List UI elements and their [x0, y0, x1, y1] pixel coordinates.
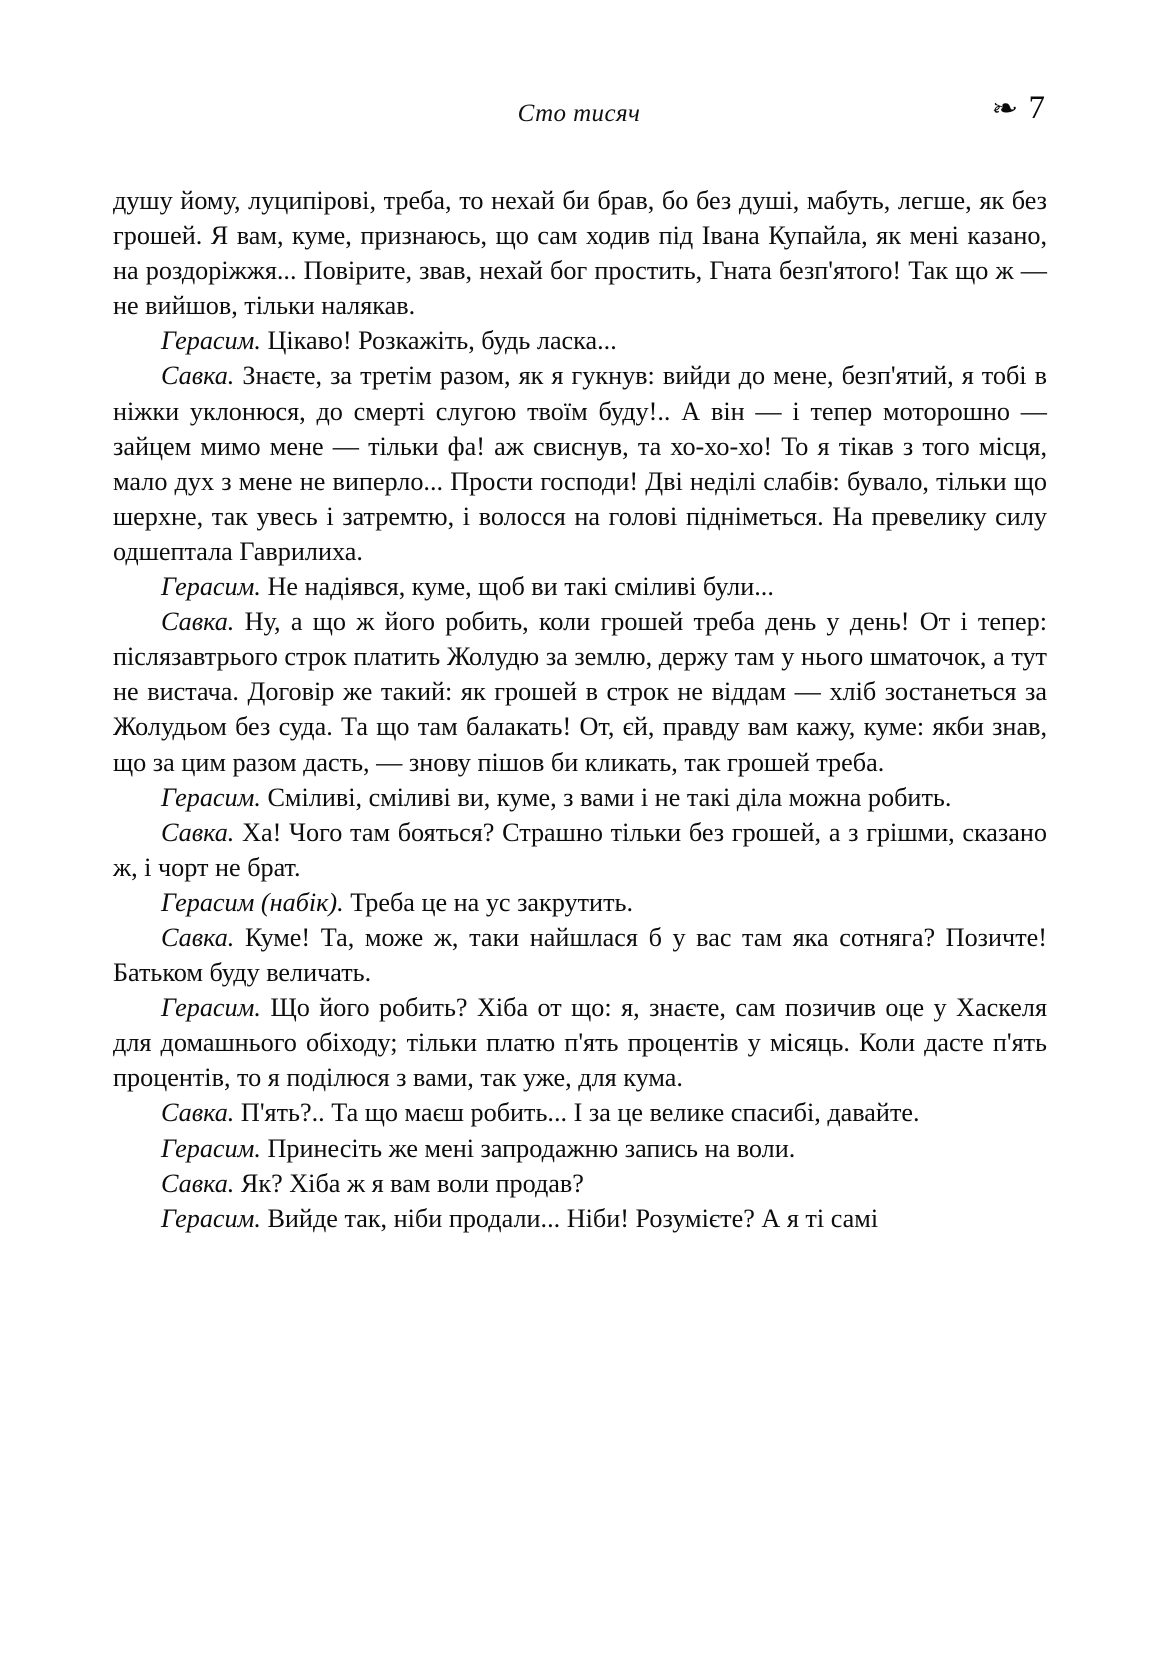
speaker-name: Савка.: [161, 1168, 235, 1198]
paragraph-text: Принесіть же мені запродажню запись на воли.: [260, 1133, 796, 1163]
paragraph-text: Що його робить? Хіба от що: я, знаєте, сам позичив оце у Хаскеля для домашнього обіходу; тільки платю п'ять процентів у місяць. Коли дасте п'ять процентів, то я поділюся з вами, так уже, для кума.: [113, 993, 1047, 1093]
paragraph-text: Треба це на ус закрутить.: [343, 887, 634, 917]
speaker-name: Герасим.: [161, 993, 261, 1023]
paragraph-text: Як? Хіба ж я вам воли продав?: [234, 1168, 584, 1198]
running-head: [113, 90, 1045, 146]
speaker-name: Савка.: [161, 1098, 235, 1128]
speaker-name: Савка.: [161, 817, 235, 847]
paragraph-text: Ха! Чого там бояться? Страшно тільки без грошей, а з грішми, сказано ж, і чорт не брат.: [113, 817, 1047, 882]
folio-group: [989, 90, 1045, 126]
paragraph-text: Сміливі, сміливі ви, куме, з вами і не такі діла можна робить.: [260, 782, 952, 812]
fleuron-ornament-icon: ❧: [989, 92, 1020, 125]
paragraph-text: Куме! Та, може ж, таки найшлася б у вас там яка сотняга? Позичте! Батьком буду величать.: [113, 922, 1047, 988]
body-paragraph: [113, 1131, 1047, 1166]
paragraph-text: Знаєте, за третім разом, як я гукнув: вийди до мене, безп'ятий, я тобі в ніжки уклонюся, до смерті слугою твоїм буду!.. А він — і тепер моторошно — зайцем мимо мене — тільки фа! аж свиснув, та хо-хо-хо! То я тікав з того місця, мало дух з мене не виперло... Прости господи! Дві неділі слабів: бувало, тільки що шерхне, так увесь і затремтю, і волосся на голові підніметься. На превелику силу одшептала Гаврилиха.: [113, 361, 1047, 566]
body-paragraph: [113, 569, 1047, 604]
speaker-name: Савка.: [161, 361, 235, 391]
body-text-block: [113, 183, 1047, 1236]
body-paragraph: [113, 815, 1047, 885]
body-paragraph: [113, 885, 1047, 920]
body-paragraph: [113, 358, 1047, 569]
page-number: 7: [1028, 90, 1045, 126]
paragraph-text: душу йому, луципірові, треба, то нехай би брав, бо без душі, мабуть, легше, як без грошей. Я вам, куме, признаюсь, що сам ходив під Івана Купайла, як мені казано, на роздоріжжя... Повірите, звав, нехай бог простить, Гната безп'ятого! Так що ж — не вийшов, тільки налякав.: [113, 186, 1047, 321]
speaker-name: Герасим.: [161, 782, 261, 812]
body-paragraph: [113, 990, 1047, 1095]
speaker-name: Савка.: [161, 607, 235, 637]
running-title: Сто тисяч: [517, 100, 641, 127]
paragraph-text: П'ять?.. Та що маєш робить... І за це велике спасибі, давайте.: [234, 1098, 920, 1128]
speaker-name: Герасим.: [161, 572, 261, 602]
paragraph-text: Ну, а що ж його робить, коли грошей треба день у день! От і тепер: післязавтрього строк платить Жолудю за землю, держу там у нього шматочок, а тут не вистача. Договір же такий: як грошей в строк не віддам — хліб зостанеться за Жолудьом без суда. Та що там балакать! От, єй, правду вам кажу, куме: якби знав, що за цим разом дасть, — знову пішов би кликать, так грошей треба.: [113, 607, 1047, 777]
speaker-name: Герасим.: [161, 326, 261, 356]
body-paragraph: [113, 323, 1047, 358]
body-paragraph: [113, 1095, 1047, 1130]
body-paragraph: [113, 1166, 1047, 1201]
speaker-name: Герасим: [161, 887, 255, 917]
paragraph-text: Цікаво! Розкажіть, будь ласка...: [260, 326, 617, 356]
paragraph-text: Вийде так, ніби продали... Ніби! Розумієте? А я ті самі: [260, 1203, 879, 1233]
body-paragraph: [113, 920, 1047, 990]
speaker-name: Герасим.: [161, 1133, 261, 1163]
body-paragraph: [113, 780, 1047, 815]
paragraph-text: Не надіявся, куме, щоб ви такі сміливі були...: [260, 572, 774, 602]
speaker-name: Савка.: [161, 922, 235, 952]
body-paragraph: [113, 604, 1047, 779]
speaker-name: Герасим.: [161, 1203, 261, 1233]
stage-direction: (набік).: [254, 887, 344, 917]
body-paragraph: [113, 183, 1047, 323]
body-paragraph: [113, 1201, 1047, 1236]
